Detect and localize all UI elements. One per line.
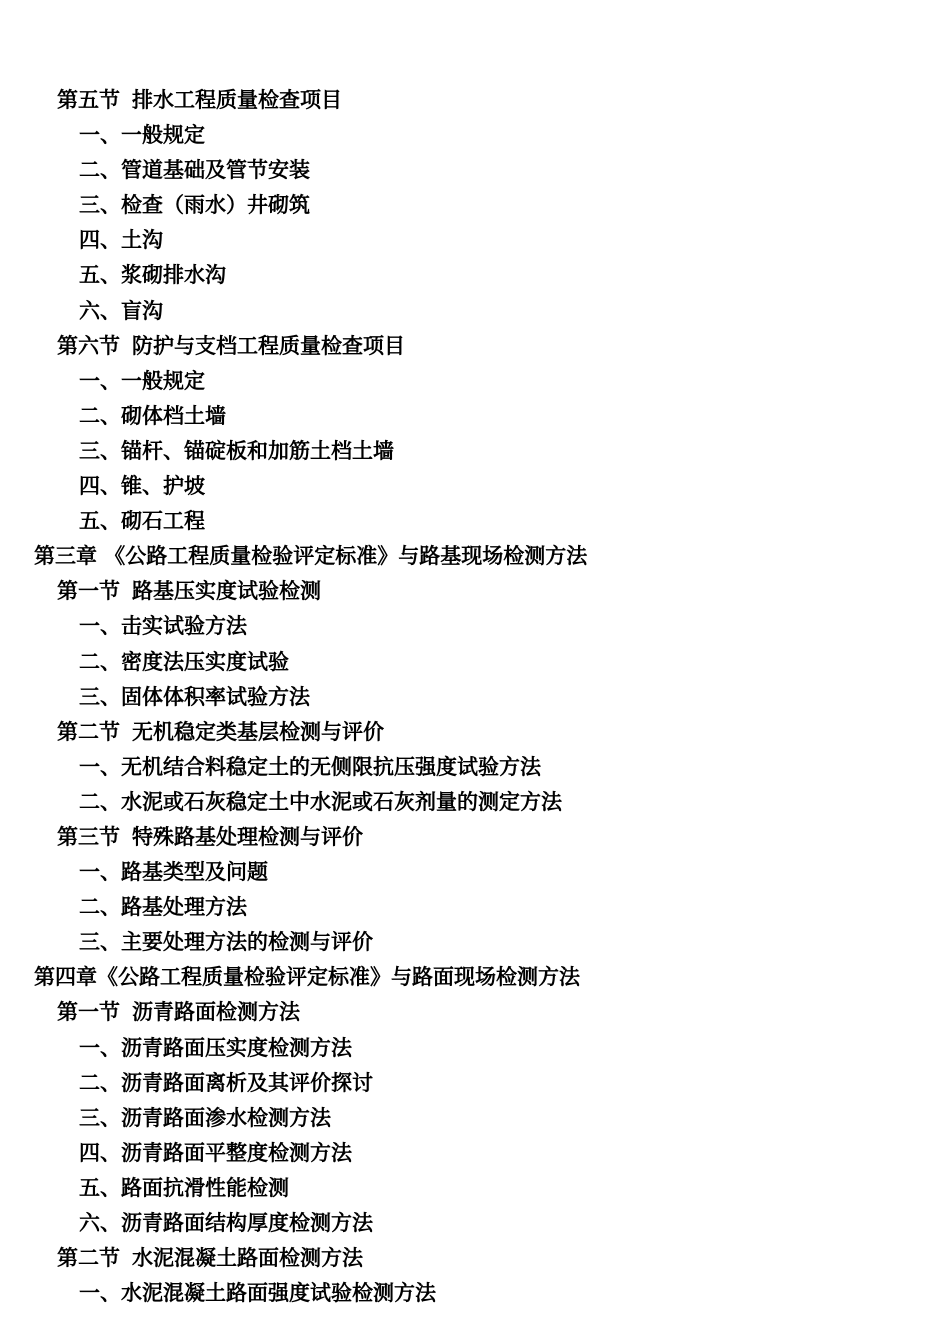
toc-section-heading: 第一节 沥青路面检测方法 — [57, 999, 300, 1025]
toc-item: 二、密度法压实度试验 — [79, 648, 289, 674]
toc-item: 一、沥青路面压实度检测方法 — [79, 1034, 352, 1060]
toc-item: 六、沥青路面结构厚度检测方法 — [79, 1210, 373, 1235]
toc-item: 二、管道基础及管节安装 — [79, 157, 310, 183]
toc-section-heading: 第二节 水泥混凝土路面检测方法 — [57, 1245, 363, 1271]
toc-item: 一、路基类型及问题 — [79, 859, 268, 885]
table-of-contents — [0, 82, 950, 1310]
toc-item: 四、锥、护坡 — [79, 473, 205, 499]
toc-chapter-heading: 第四章《公路工程质量检验评定标准》与路面现场检测方法 — [34, 964, 580, 990]
toc-item: 二、路基处理方法 — [79, 894, 247, 920]
toc-item: 一、击实试验方法 — [79, 613, 247, 639]
toc-item: 五、路面抗滑性能检测 — [79, 1174, 289, 1200]
toc-section-heading: 第三节 特殊路基处理检测与评价 — [57, 823, 363, 849]
toc-chapter-heading: 第三章 《公路工程质量检验评定标准》与路基现场检测方法 — [34, 543, 588, 569]
toc-item: 三、固体体积率试验方法 — [79, 683, 310, 709]
toc-section-heading: 第五节 排水工程质量检查项目 — [57, 87, 342, 112]
toc-item: 五、浆砌排水沟 — [79, 262, 226, 288]
toc-item: 一、一般规定 — [79, 122, 205, 148]
toc-section-heading: 第一节 路基压实度试验检测 — [57, 578, 321, 604]
toc-item: 六、盲沟 — [79, 297, 163, 323]
toc-section-heading: 第二节 无机稳定类基层检测与评价 — [57, 718, 384, 744]
toc-item: 三、锚杆、锚碇板和加筋土档土墙 — [79, 437, 394, 463]
toc-item: 一、水泥混凝土路面强度试验检测方法 — [79, 1280, 436, 1306]
toc-item: 二、水泥或石灰稳定土中水泥或石灰剂量的测定方法 — [79, 788, 562, 814]
toc-item: 一、无机结合料稳定土的无侧限抗压强度试验方法 — [79, 753, 541, 779]
toc-item: 三、主要处理方法的检测与评价 — [79, 929, 373, 955]
toc-item: 四、土沟 — [79, 227, 163, 253]
toc-item: 三、检查（雨水）井砌筑 — [79, 192, 310, 218]
toc-item: 四、沥青路面平整度检测方法 — [79, 1139, 352, 1165]
toc-section-heading: 第六节 防护与支档工程质量检查项目 — [57, 332, 405, 358]
toc-item: 三、沥青路面渗水检测方法 — [79, 1104, 331, 1130]
toc-item: 二、沥青路面离析及其评价探讨 — [79, 1069, 373, 1095]
toc-item: 五、砌石工程 — [79, 508, 205, 534]
toc-item: 一、一般规定 — [79, 367, 205, 393]
toc-item: 二、砌体档土墙 — [79, 402, 226, 428]
